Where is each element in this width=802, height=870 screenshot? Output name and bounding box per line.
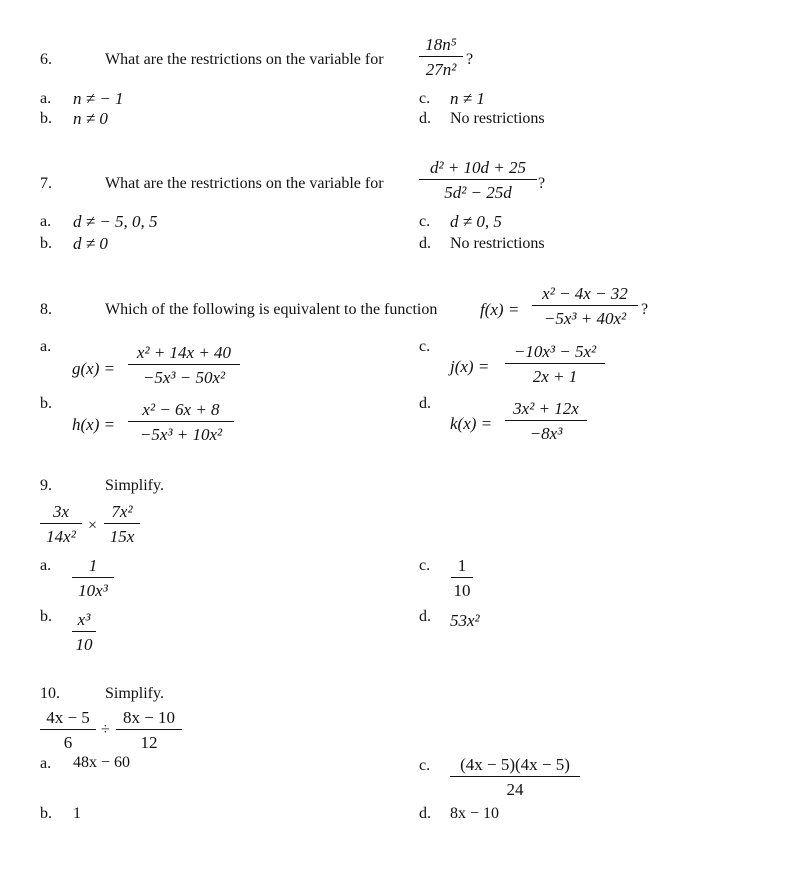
- q9-choice-d-text: 53x²: [450, 611, 480, 630]
- q10-choice-c-letter: c.: [419, 757, 431, 774]
- q10-expr1-denominator: 6: [63, 733, 73, 752]
- q8-choice-c-denominator: 2x + 1: [532, 367, 578, 386]
- q7-choice-d-letter: d.: [419, 235, 431, 252]
- q8-prompt: Which of the following is equivalent to the function: [105, 301, 438, 318]
- q6-choice-b-letter: b.: [40, 110, 52, 127]
- q8-choice-a-fraction: [128, 344, 240, 386]
- q9-choice-a-numerator: 1: [88, 556, 98, 575]
- q6-choice-b-text: n ≠ 0: [73, 109, 108, 128]
- q8-choice-c-letter: c.: [419, 338, 431, 355]
- q10-choice-c-denominator: 24: [506, 780, 524, 799]
- q8-number: 8.: [40, 301, 52, 318]
- q6-choice-d-letter: d.: [419, 110, 431, 127]
- q7-choice-b-letter: b.: [40, 235, 52, 252]
- q9-choice-b-letter: b.: [40, 608, 52, 625]
- q7-choice-a-letter: a.: [40, 213, 52, 230]
- q9-expr2-denominator: 15x: [109, 527, 135, 546]
- q8-choice-d-denominator: −8x³: [529, 424, 563, 443]
- q8-choice-a-numerator: x² + 14x + 40: [136, 343, 232, 362]
- q6-suffix: ?: [466, 51, 474, 68]
- q8-expression: [532, 285, 638, 327]
- q9-number: 9.: [40, 477, 52, 494]
- q6-number: 6.: [40, 51, 52, 68]
- q6-choice-c-text: n ≠ 1: [450, 89, 485, 108]
- q7-choice-d-text: No restrictions: [450, 235, 545, 252]
- q9-choice-b-numerator: x³: [77, 610, 91, 629]
- q8-choice-b-lhs: h(x) =: [72, 415, 116, 434]
- q10-number: 10.: [40, 685, 60, 702]
- q8-choice-b-fraction: [128, 401, 234, 443]
- q7-prompt: What are the restrictions on the variable for: [105, 175, 384, 192]
- q9-choice-c-letter: c.: [419, 557, 431, 574]
- q8-function-name: f(x) =: [480, 300, 520, 319]
- q8-expr-numerator: x² − 4x − 32: [542, 284, 628, 303]
- q9-expr1: [40, 503, 82, 545]
- q10-expr1: [40, 709, 96, 751]
- q9-expr2: [104, 503, 140, 545]
- q8-choice-a-lhs: g(x) =: [72, 359, 116, 378]
- q9-choice-a-fraction: [72, 557, 114, 599]
- q9-choice-c-fraction: [451, 557, 473, 599]
- q9-choice-d-letter: d.: [419, 608, 431, 625]
- q9-choice-c-numerator: 1: [457, 556, 467, 575]
- q8-expr-denominator: −5x³ + 40x²: [543, 309, 627, 328]
- q7-choice-c-letter: c.: [419, 213, 431, 230]
- q10-choice-d-text: 8x − 10: [450, 805, 500, 822]
- q8-choice-a-denominator: −5x³ − 50x²: [142, 368, 226, 387]
- q10-expr2-denominator: 12: [140, 733, 158, 752]
- q10-choice-b-text: 1: [73, 805, 81, 822]
- q9-choice-b-denominator: 10: [75, 635, 93, 654]
- q6-prompt: What are the restrictions on the variable for: [105, 51, 384, 68]
- q8-choice-c-fraction: [505, 343, 605, 385]
- q10-choice-a-letter: a.: [40, 755, 52, 772]
- q8-choice-b-denominator: −5x³ + 10x²: [139, 425, 223, 444]
- q9-expr2-numerator: 7x²: [111, 502, 133, 521]
- q7-choice-c-text: d ≠ 0, 5: [450, 212, 502, 231]
- q10-expr1-numerator: 4x − 5: [46, 708, 90, 727]
- q9-choice-b-fraction: [72, 611, 96, 653]
- q8-choice-b-numerator: x² − 6x + 8: [142, 400, 220, 419]
- q8-choice-d-letter: d.: [419, 395, 431, 412]
- q8-choice-d-numerator: 3x² + 12x: [513, 399, 579, 418]
- q9-choice-a-denominator: 10x³: [78, 581, 108, 600]
- q10-prompt: Simplify.: [105, 685, 164, 702]
- q7-choice-b-text: d ≠ 0: [73, 234, 108, 253]
- q8-choice-d-fraction: [505, 400, 587, 442]
- q8-choice-a-letter: a.: [40, 338, 52, 355]
- q10-choice-a-text: 48x − 60: [73, 754, 131, 771]
- q9-expr1-numerator: 3x: [52, 502, 70, 521]
- q8-choice-c-numerator: −10x³ − 5x²: [513, 342, 597, 361]
- q7-expr-numerator: d² + 10d + 25: [429, 158, 527, 177]
- q6-choice-a-text: n ≠ − 1: [73, 89, 124, 108]
- q9-prompt: Simplify.: [105, 477, 164, 494]
- q10-choice-d-letter: d.: [419, 805, 431, 822]
- q6-expr-denominator: 27n²: [425, 60, 457, 79]
- q8-choice-c-lhs: j(x) =: [450, 357, 490, 376]
- q7-choice-a-text: d ≠ − 5, 0, 5: [73, 212, 158, 231]
- q9-operator: ×: [88, 517, 98, 534]
- q8-choice-b-letter: b.: [40, 395, 52, 412]
- q7-number: 7.: [40, 175, 52, 192]
- q10-choice-c-fraction: [450, 756, 580, 798]
- q8-choice-d-lhs: k(x) =: [450, 414, 493, 433]
- q6-expression: [419, 36, 463, 78]
- q9-choice-c-denominator: 10: [453, 581, 471, 600]
- q6-choice-d-text: No restrictions: [450, 110, 545, 127]
- q8-suffix: ?: [641, 301, 649, 318]
- q10-operator: ÷: [101, 721, 110, 738]
- q7-suffix: ?: [538, 175, 546, 192]
- q9-choice-a-letter: a.: [40, 557, 52, 574]
- q7-expr-denominator: 5d² − 25d: [444, 183, 512, 202]
- q10-choice-c-numerator: (4x − 5)(4x − 5): [460, 755, 570, 774]
- q7-expression: [419, 159, 537, 201]
- q10-expr2-numerator: 8x − 10: [122, 708, 176, 727]
- q10-choice-b-letter: b.: [40, 805, 52, 822]
- q9-expr1-denominator: 14x²: [46, 527, 76, 546]
- q6-choice-c-letter: c.: [419, 90, 431, 107]
- q6-choice-a-letter: a.: [40, 90, 52, 107]
- q6-expr-numerator: 18n⁵: [425, 35, 457, 54]
- q10-expr2: [116, 709, 182, 751]
